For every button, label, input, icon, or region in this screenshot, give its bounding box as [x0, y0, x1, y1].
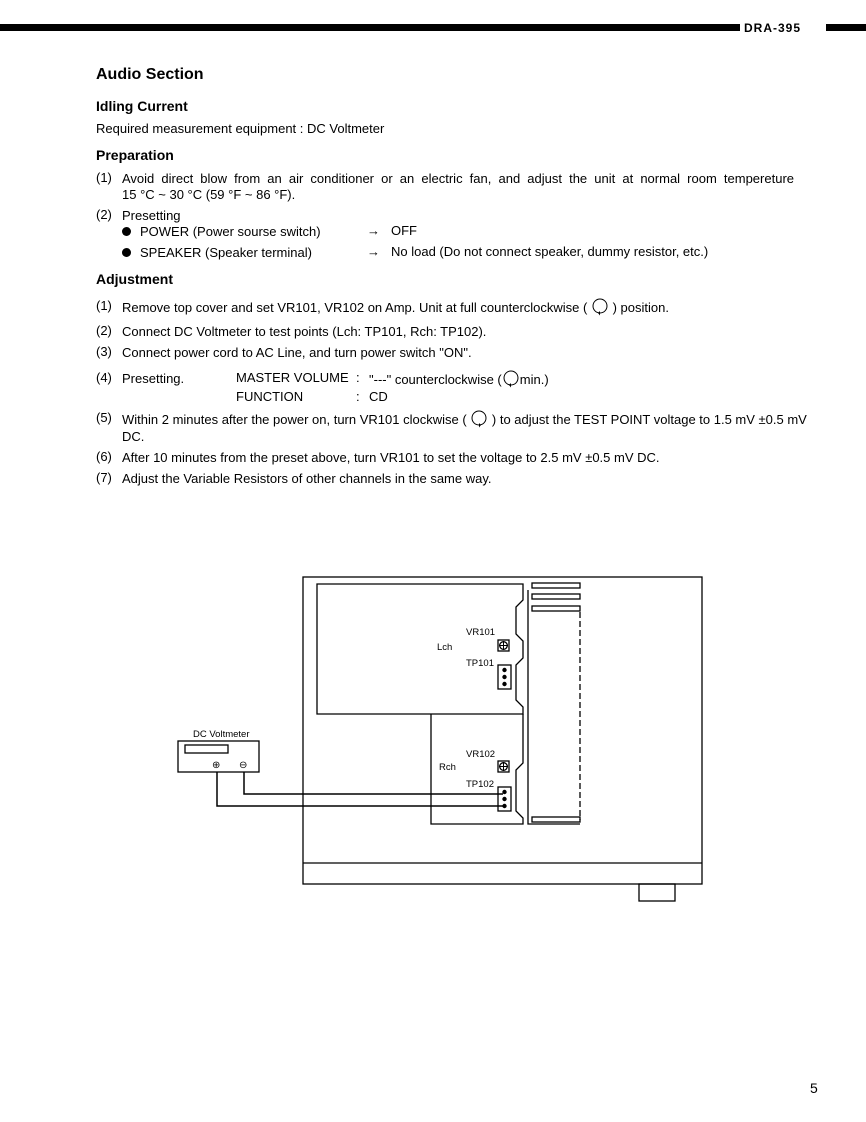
bullet-power-arrow: → — [367, 223, 380, 238]
preparation-title: Preparation — [96, 147, 174, 163]
rch-label: Rch — [439, 762, 456, 773]
positive-lead — [217, 772, 503, 806]
vr102-label: VR102 — [466, 749, 496, 760]
bullet-speaker-arrow: → — [367, 244, 380, 259]
idling-title: Idling Current — [96, 98, 188, 114]
function-colon: : — [356, 389, 360, 404]
prep-item2-text: Presetting — [122, 208, 181, 223]
plus-terminal: ⊕ — [212, 760, 221, 771]
equipment-text: Required measurement equipment : DC Voltmeter — [96, 121, 385, 136]
top-board — [317, 584, 523, 714]
page-number: 5 — [810, 1080, 818, 1096]
function-name: FUNCTION — [236, 389, 304, 404]
step1-text: Remove top cover and set VR101, VR102 on Amp. Unit at full counterclockwise ( ) position. — [122, 300, 669, 315]
step2-text: Connect DC Voltmeter to test points (Lch: TP101, Rch: TP102). — [122, 324, 487, 339]
chassis-outline — [303, 577, 702, 884]
prep-item1-line1: Avoid direct blow from an air conditioner or an electric fan, and adjust the unit at normal room tempereture — [122, 171, 794, 186]
master-volume-name: MASTER VOLUME — [236, 370, 349, 385]
heatsink-fin — [532, 594, 580, 599]
bullet-speaker: SPEAKER (Speaker terminal) — [122, 244, 312, 261]
heatsink-body — [528, 590, 580, 824]
heatsink-fin — [532, 817, 580, 822]
tp102-pin — [502, 790, 506, 794]
model-title: DRA-395 — [744, 21, 802, 35]
bullet-power: POWER (Power sourse switch) — [122, 223, 321, 240]
voltmeter-label: DC Voltmeter — [193, 729, 250, 740]
tp101-label: TP101 — [466, 658, 494, 669]
step5-num: (5) — [96, 410, 112, 425]
tp101-pin — [502, 675, 506, 679]
step4-num: (4) — [96, 370, 112, 385]
step5-line2: DC. — [122, 429, 145, 444]
heatsink-fin — [532, 583, 580, 588]
step7-num: (7) — [96, 470, 112, 485]
step6-text: After 10 minutes from the preset above, turn VR101 to set the voltage to 2.5 mV ±0.5 mV DC. — [122, 450, 660, 465]
bullet-speaker-value: No load (Do not connect speaker, dummy resistor, etc.) — [391, 244, 709, 259]
step3-text: Connect power cord to AC Line, and turn power switch "ON". — [122, 345, 472, 360]
chassis-foot — [639, 884, 675, 901]
vr101-label: VR101 — [466, 627, 496, 638]
tp102-label: TP102 — [466, 779, 494, 790]
step1-num: (1) — [96, 298, 112, 313]
tp101-pin — [502, 668, 506, 672]
prep-item1-num: (1) — [96, 170, 112, 185]
tp102-pin — [502, 804, 506, 808]
section-title: Audio Section — [96, 66, 204, 83]
step7-text: Adjust the Variable Resistors of other channels in the same way. — [122, 471, 492, 486]
step4-label: Presetting. — [122, 371, 185, 386]
step2-num: (2) — [96, 323, 112, 338]
voltmeter-display — [185, 745, 228, 753]
step5-line1: Within 2 minutes after the power on, turn VR101 clockwise ( ) to adjust the TEST POINT voltage to 1.5 mV ±0.5 mV — [122, 412, 807, 427]
function-value: CD — [369, 389, 388, 404]
master-volume-colon: : — [356, 370, 360, 385]
lch-label: Lch — [437, 642, 453, 653]
master-volume-value: "---" counterclockwise ( min.) — [369, 372, 549, 387]
adjustment-title: Adjustment — [96, 271, 173, 287]
prep-item1-line2: 15 °C ~ 30 °C (59 °F ~ 86 °F). — [122, 187, 296, 202]
minus-terminal: ⊖ — [239, 760, 248, 771]
negative-lead — [244, 772, 503, 794]
tp101-pin — [502, 682, 506, 686]
step3-num: (3) — [96, 344, 112, 359]
heatsink-fin — [532, 606, 580, 611]
prep-item2-num: (2) — [96, 207, 112, 222]
bullet-power-value: OFF — [391, 223, 417, 238]
tp102-pin — [502, 797, 506, 801]
step6-num: (6) — [96, 449, 112, 464]
